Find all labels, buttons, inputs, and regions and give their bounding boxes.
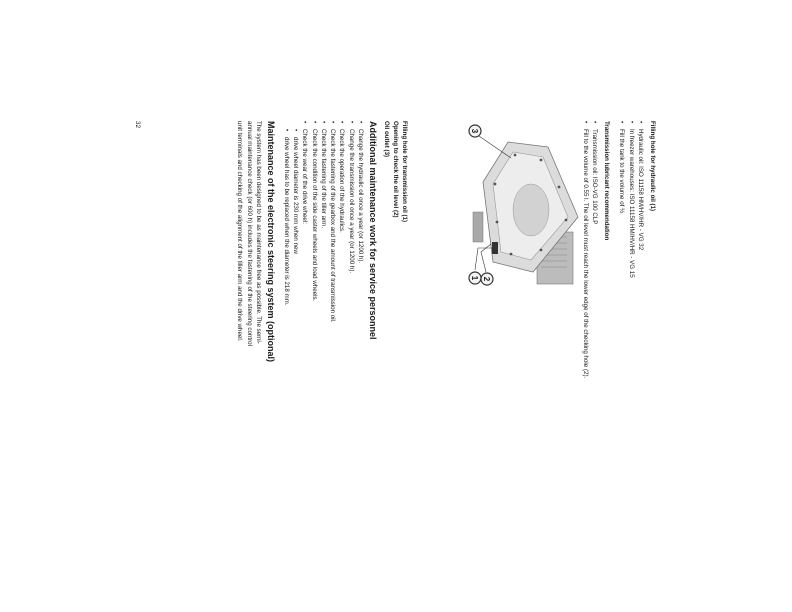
- list-item: • Check the fastening of the gearbox and the amount of transmission oil.: [328, 121, 337, 323]
- callout-3: [469, 125, 481, 137]
- list-item: • Check the fastening of the tiller arm.: [319, 121, 328, 323]
- caption-oil-outlet: Oil outlet (3): [383, 121, 390, 158]
- caption-filling-hole: Filling hole for transmission oil (1): [401, 121, 408, 223]
- transmission-heading: Transmission lubricant recommendation: [603, 121, 610, 241]
- list-item: • Transmission oil: ISO-VG 100 CLP: [590, 121, 599, 378]
- hydraulic-list: [617, 121, 645, 278]
- additional-maintenance-heading: Additional maintenance work for service personnel: [368, 121, 378, 340]
- list-item: • Fill to the volume of 0.55 l. The oil level must reach the lower edge of the checking hole (2).: [580, 121, 589, 378]
- list-item: • Check the operation of the hydraulics.: [337, 121, 346, 323]
- additional-maintenance-list: [281, 121, 365, 323]
- svg-text:3: 3: [470, 128, 479, 134]
- svg-text:2: 2: [482, 276, 491, 282]
- list-item: • Check the condition of the side caster wheels and load wheels.: [309, 121, 318, 323]
- list-item: • Change the hydraulic oil once a year (or 1200 h).: [356, 121, 365, 323]
- page-number: 32: [134, 121, 141, 129]
- svg-text:1: 1: [470, 275, 479, 281]
- rotated-content: [134, 121, 657, 541]
- gearbox-base: [473, 212, 483, 242]
- callout-1: [469, 272, 481, 284]
- callout-2: [481, 273, 493, 285]
- list-item: • Hydraulic oil: ISO 11158 HM/HV/HR - VG 32: [636, 121, 645, 278]
- gearbox-illustration: [468, 122, 603, 297]
- list-item: • Fill the tank to the volume of ½: [617, 121, 626, 278]
- cover-plate: [513, 184, 549, 236]
- steering-heading: Maintenance of the electronic steering system (optional): [266, 121, 276, 363]
- list-item: • In freezer warehouses: ISO 11158 HM/HV/HR - VG 15: [626, 121, 635, 278]
- list-subitem: • drive wheel has to be replaced when the diameter is 218 mm.: [281, 121, 290, 323]
- list-item: • Check the wear of the drive wheel:: [300, 121, 309, 323]
- list-item: • Change the transmission oil once a year (or 1200 h).: [346, 121, 355, 323]
- hydraulic-heading: Filling hole for hydraulic oil (1): [649, 121, 656, 212]
- steering-paragraph: The system has been designed to be as maintenance free as possible. The semi-annual maintenance check (or 600 h) includes the fastening of the steering control unit terminals and checking of the alignment of the tiller arm and the drive wheel.: [236, 121, 262, 346]
- caption-oil-level: Opening to check the oil level (2): [392, 121, 399, 218]
- list-subitem: • drive wheel diameter is 230 mm when new: [291, 121, 300, 323]
